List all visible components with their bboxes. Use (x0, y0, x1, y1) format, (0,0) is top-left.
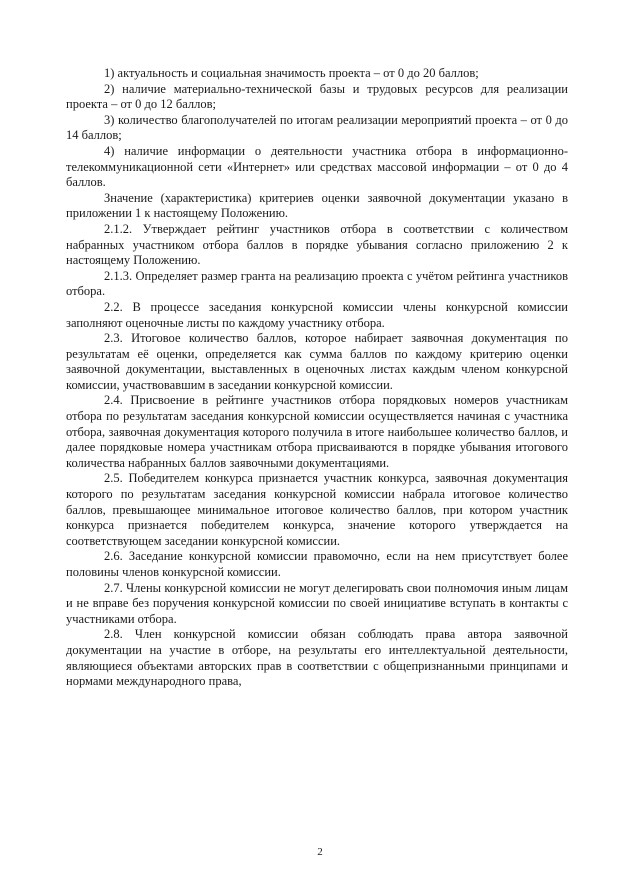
paragraph-2-7: 2.7. Члены конкурсной комиссии не могут делегировать свои полномочия иным лицам и не вправе без поручения конкурсной комиссии по своей инициативе вступать в контакты с участниками отбора. (66, 580, 568, 626)
paragraph-2-1-2: 2.1.2. Утверждает рейтинг участников отбора в соответствии с количеством набранных участником отбора баллов в порядке убывания согласно приложению 2 к настоящему Положению. (66, 221, 568, 268)
paragraph-2-5: 2.5. Победителем конкурса признается участник конкурса, заявочная документация которого по результатам заседания конкурсной комиссии набрала итоговое количество баллов, превышающее минимальное итоговое количество баллов, при котором участник конкурса признается победителем конкурса, значение которого утверждается на соответствующем заседании конкурсной комиссии. (66, 471, 568, 548)
paragraph-criterion-2: 2) наличие материально-технической базы и трудовых ресурсов для реализации проекта – от 0 до 12 баллов; (66, 81, 568, 112)
paragraph-2-6: 2.6. Заседание конкурсной комиссии правомочно, если на нем присутствует более половины членов конкурсной комиссии. (66, 549, 568, 579)
document-body (66, 66, 568, 690)
paragraph-2-4: 2.4. Присвоение в рейтинге участников отбора порядковых номеров участникам отбора по результатам заседания конкурсной комиссии осуществляется начиная с участника отбора, заявочная документация которого получила в итоге наибольшее количество баллов, и далее порядковые номера участникам отбора присваиваются в порядке убывания итогового количества набранных баллов заявочными документациями. (66, 393, 568, 470)
paragraph-criterion-4: 4) наличие информации о деятельности участника отбора в информационно-телекоммуникационной сети «Интернет» или средствах массовой информации – от 0 до 4 баллов. (66, 143, 568, 190)
paragraph-2-2: 2.2. В процессе заседания конкурсной комиссии члены конкурсной комиссии заполняют оценочные листы по каждому участнику отбора. (66, 299, 568, 330)
paragraph-criteria-values: Значение (характеристика) критериев оценки заявочной документации указано в приложении 1 к настоящему Положению. (66, 190, 568, 221)
page-number: 2 (317, 846, 323, 858)
paragraph-criterion-1: 1) актуальность и социальная значимость проекта – от 0 до 20 баллов; (104, 66, 479, 80)
paragraph-2-1-3: 2.1.3. Определяет размер гранта на реализацию проекта с учётом рейтинга участников отбора. (66, 268, 568, 299)
paragraph-2-3: 2.3. Итоговое количество баллов, которое набирает заявочная документация по результатам её оценки, определяется как сумма баллов по каждому критерию оценки заявочной документации, выставленных в оценочных листах каждым членом конкурсной комиссии, участвовавшим в заседании конкурсной комиссии. (66, 331, 568, 392)
paragraph-criterion-3: 3) количество благополучателей по итогам реализации мероприятий проекта – от 0 до 14 баллов; (66, 112, 568, 143)
paragraph-2-8: 2.8. Член конкурсной комиссии обязан соблюдать права автора заявочной документации на участие в отборе, на результаты его интеллектуальной деятельности, являющиеся объектами авторских прав в соответствии с общепризнанными принципами и нормами международного права, (66, 627, 568, 689)
